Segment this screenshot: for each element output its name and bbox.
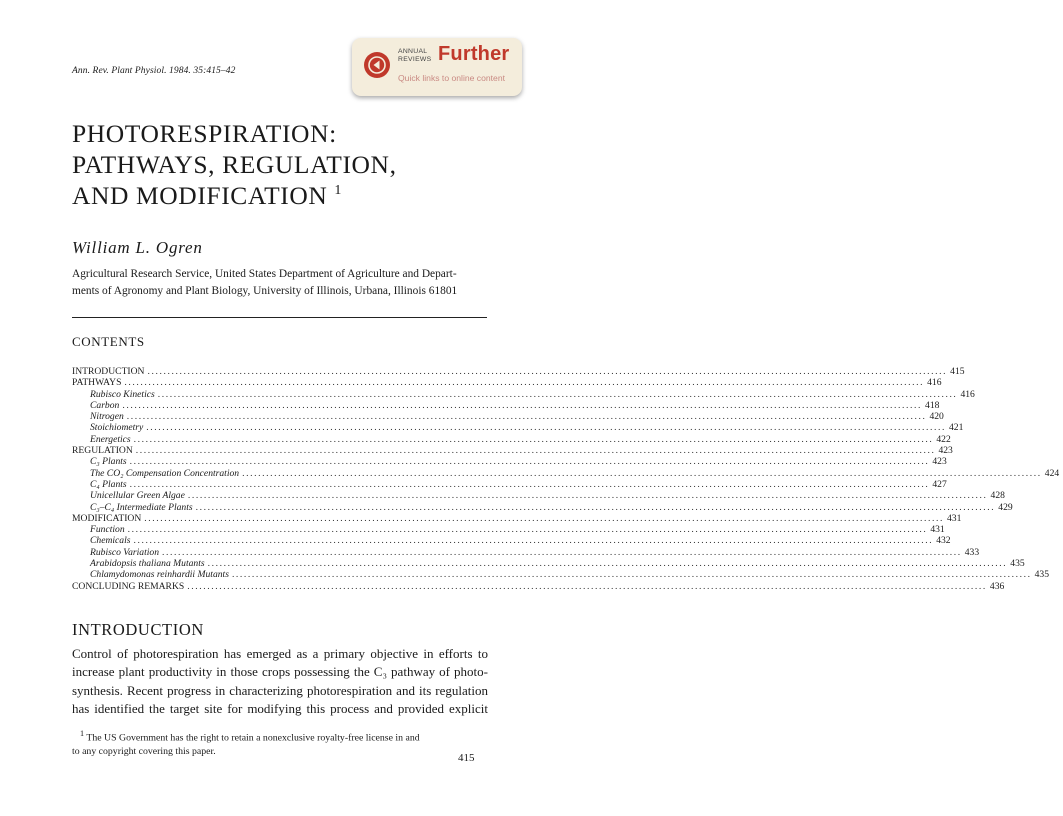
toc-leader-dots: ........................................................................................................................................................................................................ (126, 411, 927, 423)
contents-heading: CONTENTS (72, 334, 145, 349)
toc-entry-page: 432 (936, 535, 951, 547)
toc-entry[interactable] (72, 388, 975, 400)
toc-leader-dots: ........................................................................................................................................................................................................ (122, 399, 923, 411)
footnote-line-2: to any copyright covering this paper. (72, 745, 216, 757)
article-title (72, 118, 397, 216)
toc-entry[interactable] (72, 467, 1060, 479)
toc-leader-dots: ........................................................................................................................................................................................................ (127, 524, 928, 536)
toc-entry-label: PATHWAYS (72, 377, 122, 389)
toc-leader-dots: ........................................................................................................................................................................................................ (195, 501, 996, 513)
toc-entry[interactable] (72, 558, 1025, 570)
toc-leader-dots: ........................................................................................................................................................................................................ (144, 512, 944, 524)
toc-leader-dots: ........................................................................................................................................................................................................ (133, 535, 934, 547)
toc-entry-page: 427 (932, 478, 947, 490)
further-links-banner[interactable] (352, 38, 522, 96)
toc-entry[interactable] (72, 524, 945, 536)
title-footnote-mark[interactable]: 1 (334, 183, 342, 198)
toc-leader-dots: ........................................................................................................................................................................................................ (162, 546, 962, 558)
toc-entry-label: Chemicals (90, 535, 131, 547)
footnote-text-1: The US Government has the right to retain a nonexclusive royalty-free license in and (86, 732, 420, 744)
annual-reviews-logo-icon (364, 52, 390, 78)
toc-entry[interactable] (72, 456, 947, 468)
toc-leader-dots: ........................................................................................................................................................................................................ (129, 478, 930, 490)
toc-entry-label: C₃ Plants (90, 456, 127, 468)
toc-entry-page: 423 (938, 445, 953, 457)
toc-leader-dots: ........................................................................................................................................................................................................ (187, 490, 988, 502)
toc-entry-page: 415 (950, 366, 965, 377)
toc-entry-page: 421 (948, 422, 964, 434)
toc-leader-dots: ........................................................................................................................................................................................................ (129, 456, 930, 468)
toc-entry-label: Arabidopsis thaliana Mutants (90, 558, 205, 570)
page-number: 415 (458, 752, 475, 764)
toc-entry-label: Unicellular Green Algae (90, 490, 185, 502)
toc-entry[interactable] (72, 433, 951, 445)
title-line-3: AND MODIFICATION (72, 181, 328, 210)
toc-leader-dots: ........................................................................................................................................................................................................ (157, 388, 958, 400)
toc-entry-page: 429 (998, 501, 1013, 513)
toc-entry-label: MODIFICATION (72, 512, 142, 524)
toc-entry[interactable] (72, 490, 1005, 502)
toc-entry-label: C₃–C₄ Intermediate Plants (90, 501, 193, 513)
footnote-mark: 1 (80, 729, 85, 738)
toc-entry[interactable] (72, 445, 953, 457)
toc-entry[interactable] (72, 366, 965, 377)
toc-entry-page: 435 (1034, 569, 1050, 581)
toc-entry-label: INTRODUCTION (72, 366, 145, 377)
title-line-2: PATHWAYS, REGULATION, (72, 150, 397, 179)
toc-entry-page: 420 (929, 411, 944, 423)
footnote (72, 727, 488, 758)
toc-entry-label: Nitrogen (90, 411, 124, 423)
toc-entry[interactable] (72, 399, 940, 411)
toc-entry-page: 435 (1010, 558, 1025, 570)
toc-entry[interactable] (72, 546, 980, 558)
reviews-label: REVIEWS (398, 56, 432, 63)
body-line-1: Control of photorespiration has emerged as a primary objective in efforts to (72, 646, 488, 661)
toc-leader-dots: ........................................................................................................................................................................................................ (124, 377, 925, 389)
toc-entry-page: 416 (927, 377, 942, 389)
toc-entry-page: 418 (925, 399, 940, 411)
section-divider (72, 317, 487, 318)
toc-entry-label: REGULATION (72, 445, 133, 457)
affiliation-line-2: ments of Agronomy and Plant Biology, University of Illinois, Urbana, Illinois 61801 (72, 284, 458, 297)
toc-entry[interactable] (72, 478, 947, 490)
body-line-3: synthesis. Recent progress in characterizing photorespiration and its regulation (72, 682, 488, 698)
toc-leader-dots: ........................................................................................................................................................................................................ (187, 580, 987, 592)
toc-entry[interactable] (72, 422, 964, 434)
table-of-contents (72, 366, 1060, 592)
body-line-2: increase plant productivity in those crops possessing the C₃ pathway of photo- (72, 664, 488, 680)
toc-leader-dots: ........................................................................................................................................................................................................ (242, 467, 1042, 479)
toc-entry-label: Stoichiometry (90, 422, 144, 434)
toc-entry-label: Chlamydomonas reinhardii Mutants (90, 569, 229, 581)
toc-entry-label: Energetics (90, 433, 131, 445)
toc-entry-page: 424 (1044, 467, 1060, 479)
toc-entry-page: 416 (960, 388, 975, 400)
toc-entry-label: CONCLUDING REMARKS (72, 580, 185, 592)
toc-entry[interactable] (72, 535, 951, 547)
toc-entry[interactable] (72, 411, 944, 423)
further-word: Further (438, 43, 510, 65)
toc-leader-dots: ........................................................................................................................................................................................................ (146, 422, 946, 434)
body-line-4: has identified the target site for modifying this process and provided explicit (72, 701, 488, 717)
toc-entry-label: The CO₂ Compensation Concentration (90, 467, 240, 479)
toc-leader-dots: ........................................................................................................................................................................................................ (135, 445, 936, 457)
toc-entry[interactable] (72, 501, 1013, 513)
further-subtitle: Quick links to online content (398, 73, 506, 83)
introduction-body (72, 645, 488, 719)
toc-entry-page: 428 (990, 490, 1005, 502)
toc-entry[interactable] (72, 377, 942, 389)
toc-leader-dots: ........................................................................................................................................................................................................ (147, 366, 948, 377)
toc-entry-label: Carbon (90, 399, 120, 411)
toc-entry[interactable] (72, 569, 1050, 581)
toc-entry-label: Rubisco Variation (90, 546, 160, 558)
author-name: William L. Ogren (72, 238, 203, 257)
introduction-heading: INTRODUCTION (72, 620, 204, 639)
toc-entry-page: 423 (932, 456, 947, 468)
annual-label: ANNUAL (398, 48, 428, 55)
toc-entry-page: 433 (964, 546, 980, 558)
toc-leader-dots: ........................................................................................................................................................................................................ (207, 558, 1008, 570)
journal-reference: Ann. Rev. Plant Physiol. 1984. 35:415–42 (72, 66, 236, 76)
title-line-3-wrap (72, 180, 397, 216)
footnote-line-1 (72, 727, 488, 745)
annual-reviews-label (398, 48, 431, 64)
toc-entry-label: C₄ Plants (90, 478, 127, 490)
author-affiliation (72, 266, 490, 299)
toc-entry-page: 422 (936, 433, 951, 445)
toc-entry-label: Rubisco Kinetics (90, 388, 155, 400)
toc-entry-page: 436 (989, 580, 1005, 592)
title-line-1: PHOTORESPIRATION: (72, 119, 337, 148)
toc-entry-page: 431 (946, 512, 962, 524)
toc-entry[interactable] (72, 580, 1005, 592)
affiliation-line-1: Agricultural Research Service, United States Department of Agriculture and Depart- (72, 268, 457, 280)
toc-entry-page: 431 (930, 524, 945, 536)
toc-leader-dots: ........................................................................................................................................................................................................ (133, 433, 934, 445)
toc-entry-label: Function (90, 524, 125, 536)
toc-entry[interactable] (72, 512, 962, 524)
toc-leader-dots: ........................................................................................................................................................................................................ (231, 569, 1032, 581)
